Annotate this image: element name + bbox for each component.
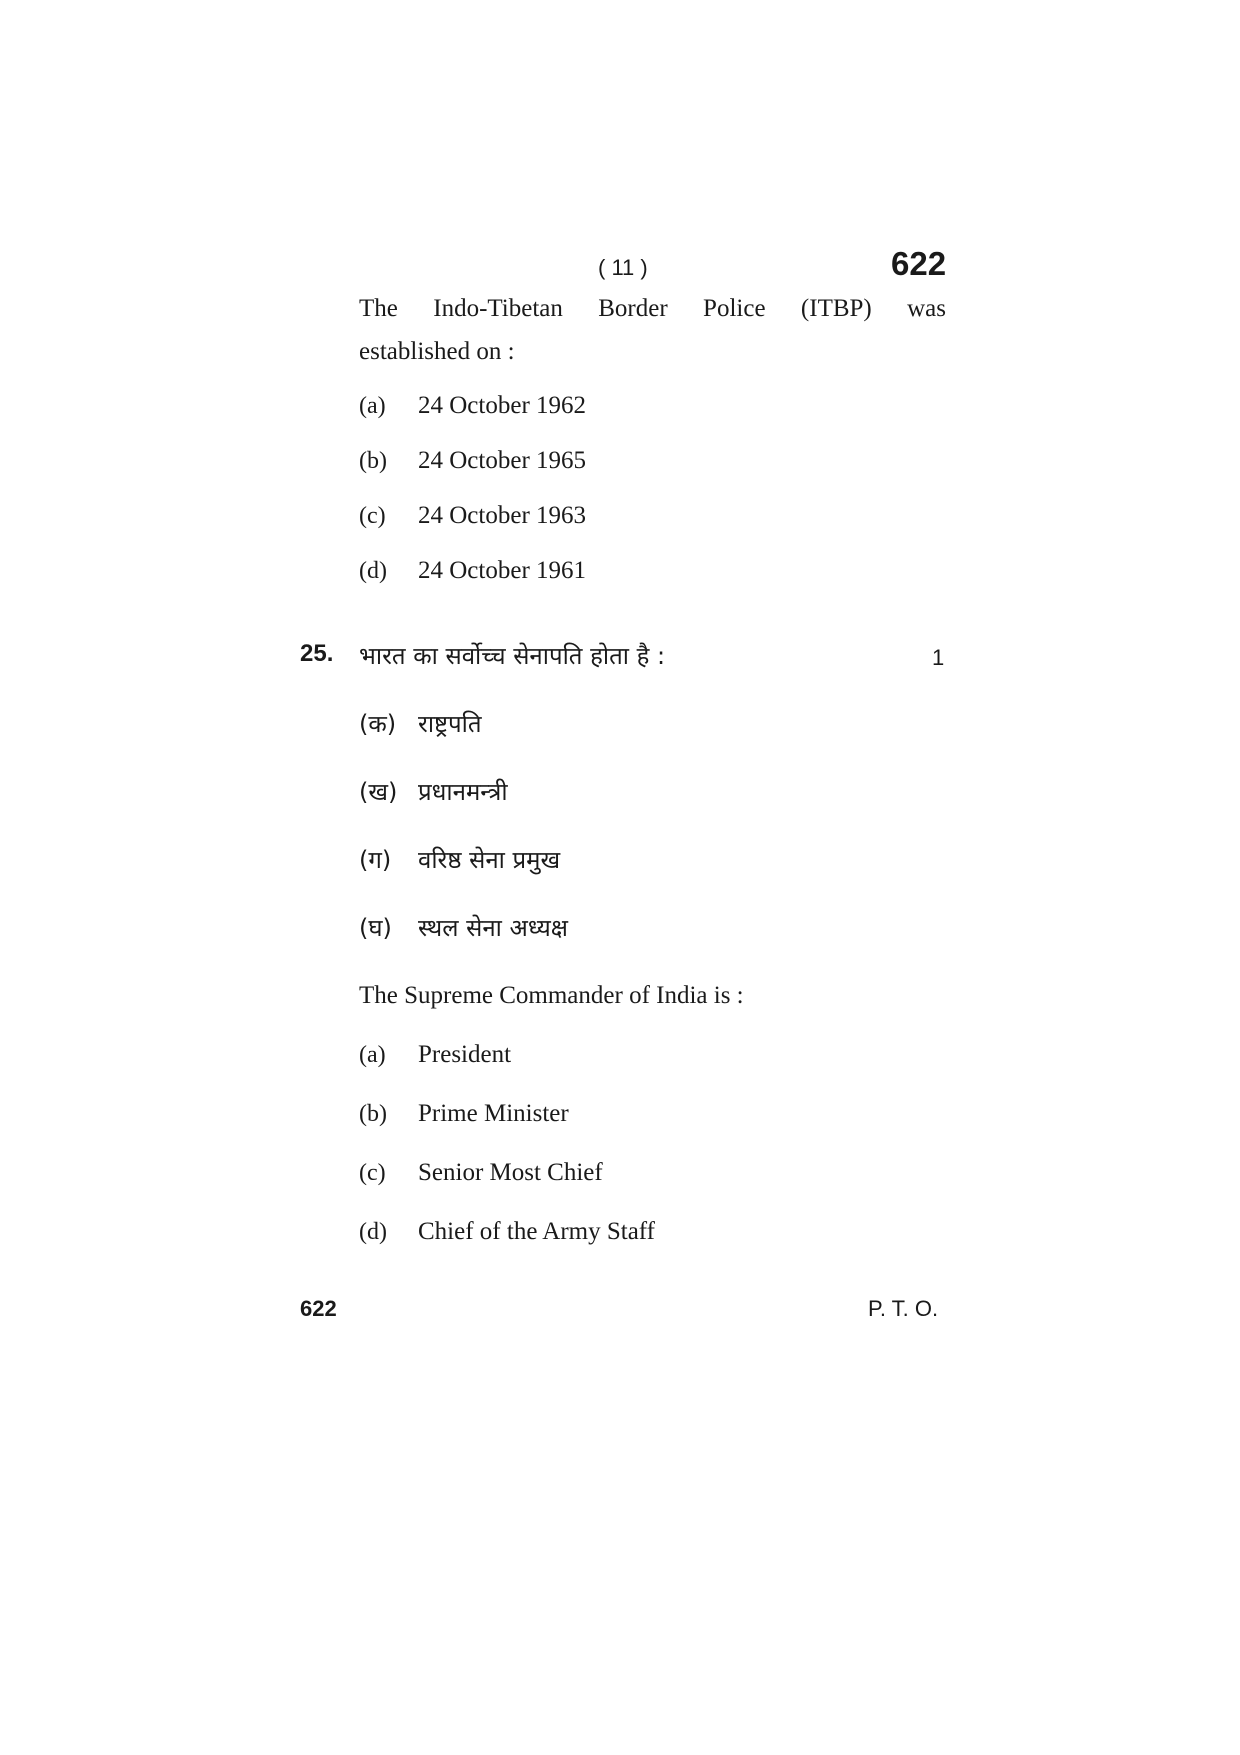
paper-code-footer: 622 [300,1296,337,1321]
q25-hindi-option-gha-text: स्थल सेना अध्यक्ष [418,914,568,942]
q24-option-a-letter: (a) [359,393,386,419]
q25-option-c-letter: (c) [359,1160,386,1186]
q25-hindi-option-kha-text: प्रधानमन्त्री [418,778,508,806]
q25-hindi-option-kha-letter: (ख) [359,778,398,806]
q24-option-c-text: 24 October 1963 [418,502,587,529]
q24-option-a-text: 24 October 1962 [418,392,587,419]
page-number: ( 11 ) [598,255,648,280]
question-25-hindi-text: भारत का सर्वोच्च सेनापति होता है : [359,642,666,670]
q24-option-c-letter: (c) [359,503,386,529]
paper-code-header: 622 [891,245,947,282]
q25-option-a-text: President [418,1041,512,1068]
q24-option-b-text: 24 October 1965 [418,447,587,474]
q25-option-d-text: Chief of the Army Staff [418,1218,655,1245]
q25-option-b-text: Prime Minister [418,1100,569,1127]
q25-hindi-option-ka-text: राष्ट्रपति [418,710,482,738]
please-turn-over-label: P. T. O. [868,1296,939,1321]
q25-hindi-option-ka-letter: (क) [359,710,397,738]
question-24-text-line2: established on : [359,338,515,365]
q25-hindi-option-ga-text: वरिष्ठ सेना प्रमुख [418,846,561,874]
q25-option-c-text: Senior Most Chief [418,1159,603,1186]
question-25-number: 25. [300,640,334,667]
question-24-text-line1: The Indo-Tibetan Border Police (ITBP) was [359,295,946,322]
q24-option-d-text: 24 October 1961 [418,557,587,584]
q25-option-a-letter: (a) [359,1042,386,1068]
q24-option-d-letter: (d) [359,558,387,584]
q25-hindi-option-gha-letter: (घ) [359,914,392,942]
q24-option-b-letter: (b) [359,448,387,474]
question-25-english-text: The Supreme Commander of India is : [359,982,744,1009]
question-25-marks: 1 [932,645,945,670]
q25-option-b-letter: (b) [359,1101,387,1127]
q25-hindi-option-ga-letter: (ग) [359,846,392,874]
q25-option-d-letter: (d) [359,1219,387,1245]
